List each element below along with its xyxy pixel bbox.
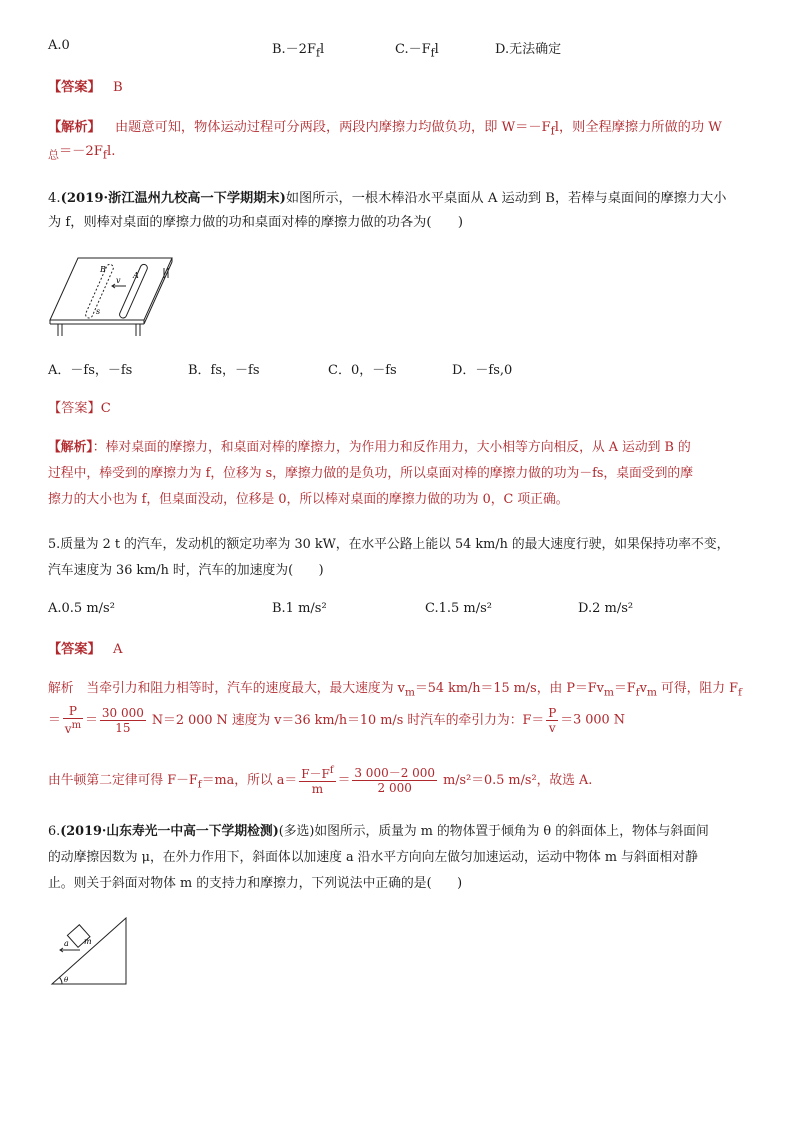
q5-frac3-num: P	[548, 705, 557, 720]
q4-stem-line1	[48, 189, 726, 209]
q5-frac5-den: 2 000	[377, 780, 412, 795]
q4-analysis-line2: 过程中，棒受到的摩擦力为 f，位移为 s，摩擦力做的是负功，所以桌面对棒的摩擦力做的功为－fs，桌面受到的摩	[48, 466, 693, 481]
q3-analysis-tag: 【解析】	[48, 120, 101, 135]
q3-analysis-text1: 由题意可知，物体运动过程可分两段，两段内摩擦力均做负功，即 $W=-F_fl$，则全程摩擦力所做的功 W	[114, 120, 722, 138]
q4-option-a: A．－fs，－fs	[48, 363, 133, 378]
q3-option-d: D.无法确定	[495, 42, 562, 57]
q5-answer-tag: 【答案】	[48, 642, 101, 657]
q5-analysis-eq2	[48, 764, 592, 796]
q3-option-a: A.0	[48, 38, 70, 53]
q4-analysis-line3: 擦力的大小也为 f，但桌面没动，位移是 0，所以棒对桌面的摩擦力做的功为 0，C 项正确。	[48, 492, 569, 507]
q4-answer: 【答案】C	[48, 401, 111, 416]
q5-analysis-line1: 解析 当牵引力和阻力相等时，汽车的速度最大，最大速度为 $v_m=54$ km/h＝15 m/s，由 $P=Fv_m=F_fv_m$ 可得，阻力 $F_f$	[48, 681, 742, 699]
q4-figure-label-v: v	[116, 276, 121, 285]
q6-source: (2019·山东寿光一中高一下学期检测)	[60, 824, 279, 839]
q5-option-b: B.1 m/s²	[272, 601, 327, 616]
q5-answer-value: A	[112, 642, 123, 657]
q6-stem-line2: 的动摩擦因数为 μ，在外力作用下，斜面体以加速度 a 沿水平方向向左做匀加速运动，运动中物体 m 与斜面相对静	[48, 850, 698, 865]
q5-frac5-num: 3 000－2 000	[354, 765, 436, 780]
q4-analysis-line1	[48, 438, 691, 458]
q4-stem-line2: 为 f，则棒对桌面的摩擦力做的功和桌面对棒的摩擦力做的功各为( )	[48, 215, 463, 230]
q5-frac2	[100, 706, 146, 735]
q3-analysis-line2: $_总=-2F_fl$.	[48, 144, 116, 162]
q6-figure-label-m: m	[84, 937, 92, 946]
q5-frac2-num: 30 000	[101, 705, 144, 720]
q4-stem-text1: 如图所示，一根木棒沿水平桌面从 A 运动到 B，若棒与桌面间的摩擦力大小	[285, 191, 727, 206]
q5-eq2-prefix: 由牛顿第二定律可得 $F-F_f=ma$，所以 a＝	[48, 772, 298, 791]
q3-answer-value: B	[112, 80, 123, 95]
q4-analysis-tag: 【解析】	[48, 440, 93, 455]
q6-figure-label-theta: θ	[64, 976, 69, 984]
q5-option-d: D.2 m/s²	[578, 601, 634, 616]
q5-frac3	[546, 706, 558, 735]
q3-answer	[48, 78, 123, 98]
q5-analysis-eq1	[48, 704, 625, 736]
q5-eq1-end: ＝3 000 N	[560, 712, 625, 728]
q3-option-b: $B.-2F_fl$	[272, 42, 325, 60]
q3-option-c: $C.-F_fl$	[395, 42, 439, 60]
q6-stem-text1: (多选)如图所示，质量为 m 的物体置于倾角为 θ 的斜面体上，物体与斜面间	[278, 824, 709, 839]
q5-frac4-num: $F-F^f$	[301, 765, 334, 781]
q4-figure-label-s: s	[96, 307, 101, 316]
q5-eq2-end: m/s²＝0.5 m/s²，故选 A.	[443, 772, 593, 788]
q5-option-c: C.1.5 m/s²	[425, 601, 493, 616]
q4-option-d: D．－fs,0	[452, 363, 513, 378]
q5-eq1-mid: ＝	[85, 712, 98, 728]
q5-frac2-den: 15	[115, 720, 131, 735]
q3-answer-tag: 【答案】	[48, 80, 101, 95]
q5-stem-line2: 汽车速度为 36 km/h 时，汽车的加速度为( )	[48, 563, 324, 578]
q5-frac1	[63, 704, 83, 736]
q5-frac1-num: P	[63, 704, 83, 719]
q5-frac3-den: v	[548, 720, 556, 735]
q4-number: 4.	[48, 191, 61, 206]
q5-eq1-tail: N＝2 000 N 速度为 v＝36 km/h＝10 m/s 时汽车的牵引力为：F＝	[151, 712, 545, 728]
q6-figure-label-a: a	[64, 939, 69, 948]
q4-option-c: C．0，－fs	[328, 363, 397, 378]
q6-stem-line1	[48, 822, 709, 842]
q5-frac4-den: m	[311, 782, 324, 796]
q4-figure-label-b: B	[100, 265, 106, 274]
q4-figure-label-a: A	[133, 271, 139, 280]
q5-eq2-mid: ＝	[337, 772, 351, 788]
q6-stem-line3: 止。则关于斜面对物体 m 的支持力和摩擦力，下列说法中正确的是( )	[48, 876, 463, 891]
q5-frac5	[352, 766, 437, 795]
q4-source: (2019·浙江温州九校高一下学期期末)	[60, 191, 286, 206]
q6-number: 6.	[48, 824, 61, 839]
q3-analysis-line1	[48, 118, 722, 142]
q4-option-b: B．fs，－fs	[188, 363, 260, 378]
q5-eq1-prefix: ＝	[48, 712, 61, 728]
q6-incline-figure	[46, 914, 132, 988]
q5-frac1-den: $v^m$	[64, 720, 82, 736]
q4-analysis-text1: ：棒对桌面的摩擦力，和桌面对棒的摩擦力，为作用力和反作用力，大小相等方向相反，从 A 运动到 B 的	[92, 440, 691, 455]
q4-table-figure	[46, 252, 178, 338]
q5-answer	[48, 640, 122, 660]
q5-frac4	[299, 764, 335, 796]
q5-stem-line1: 5.质量为 2 t 的汽车，发动机的额定功率为 30 kW，在水平公路上能以 54 km/h 的最大速度行驶，如果保持功率不变，	[48, 537, 730, 552]
q5-option-a: A.0.5 m/s²	[48, 601, 115, 616]
